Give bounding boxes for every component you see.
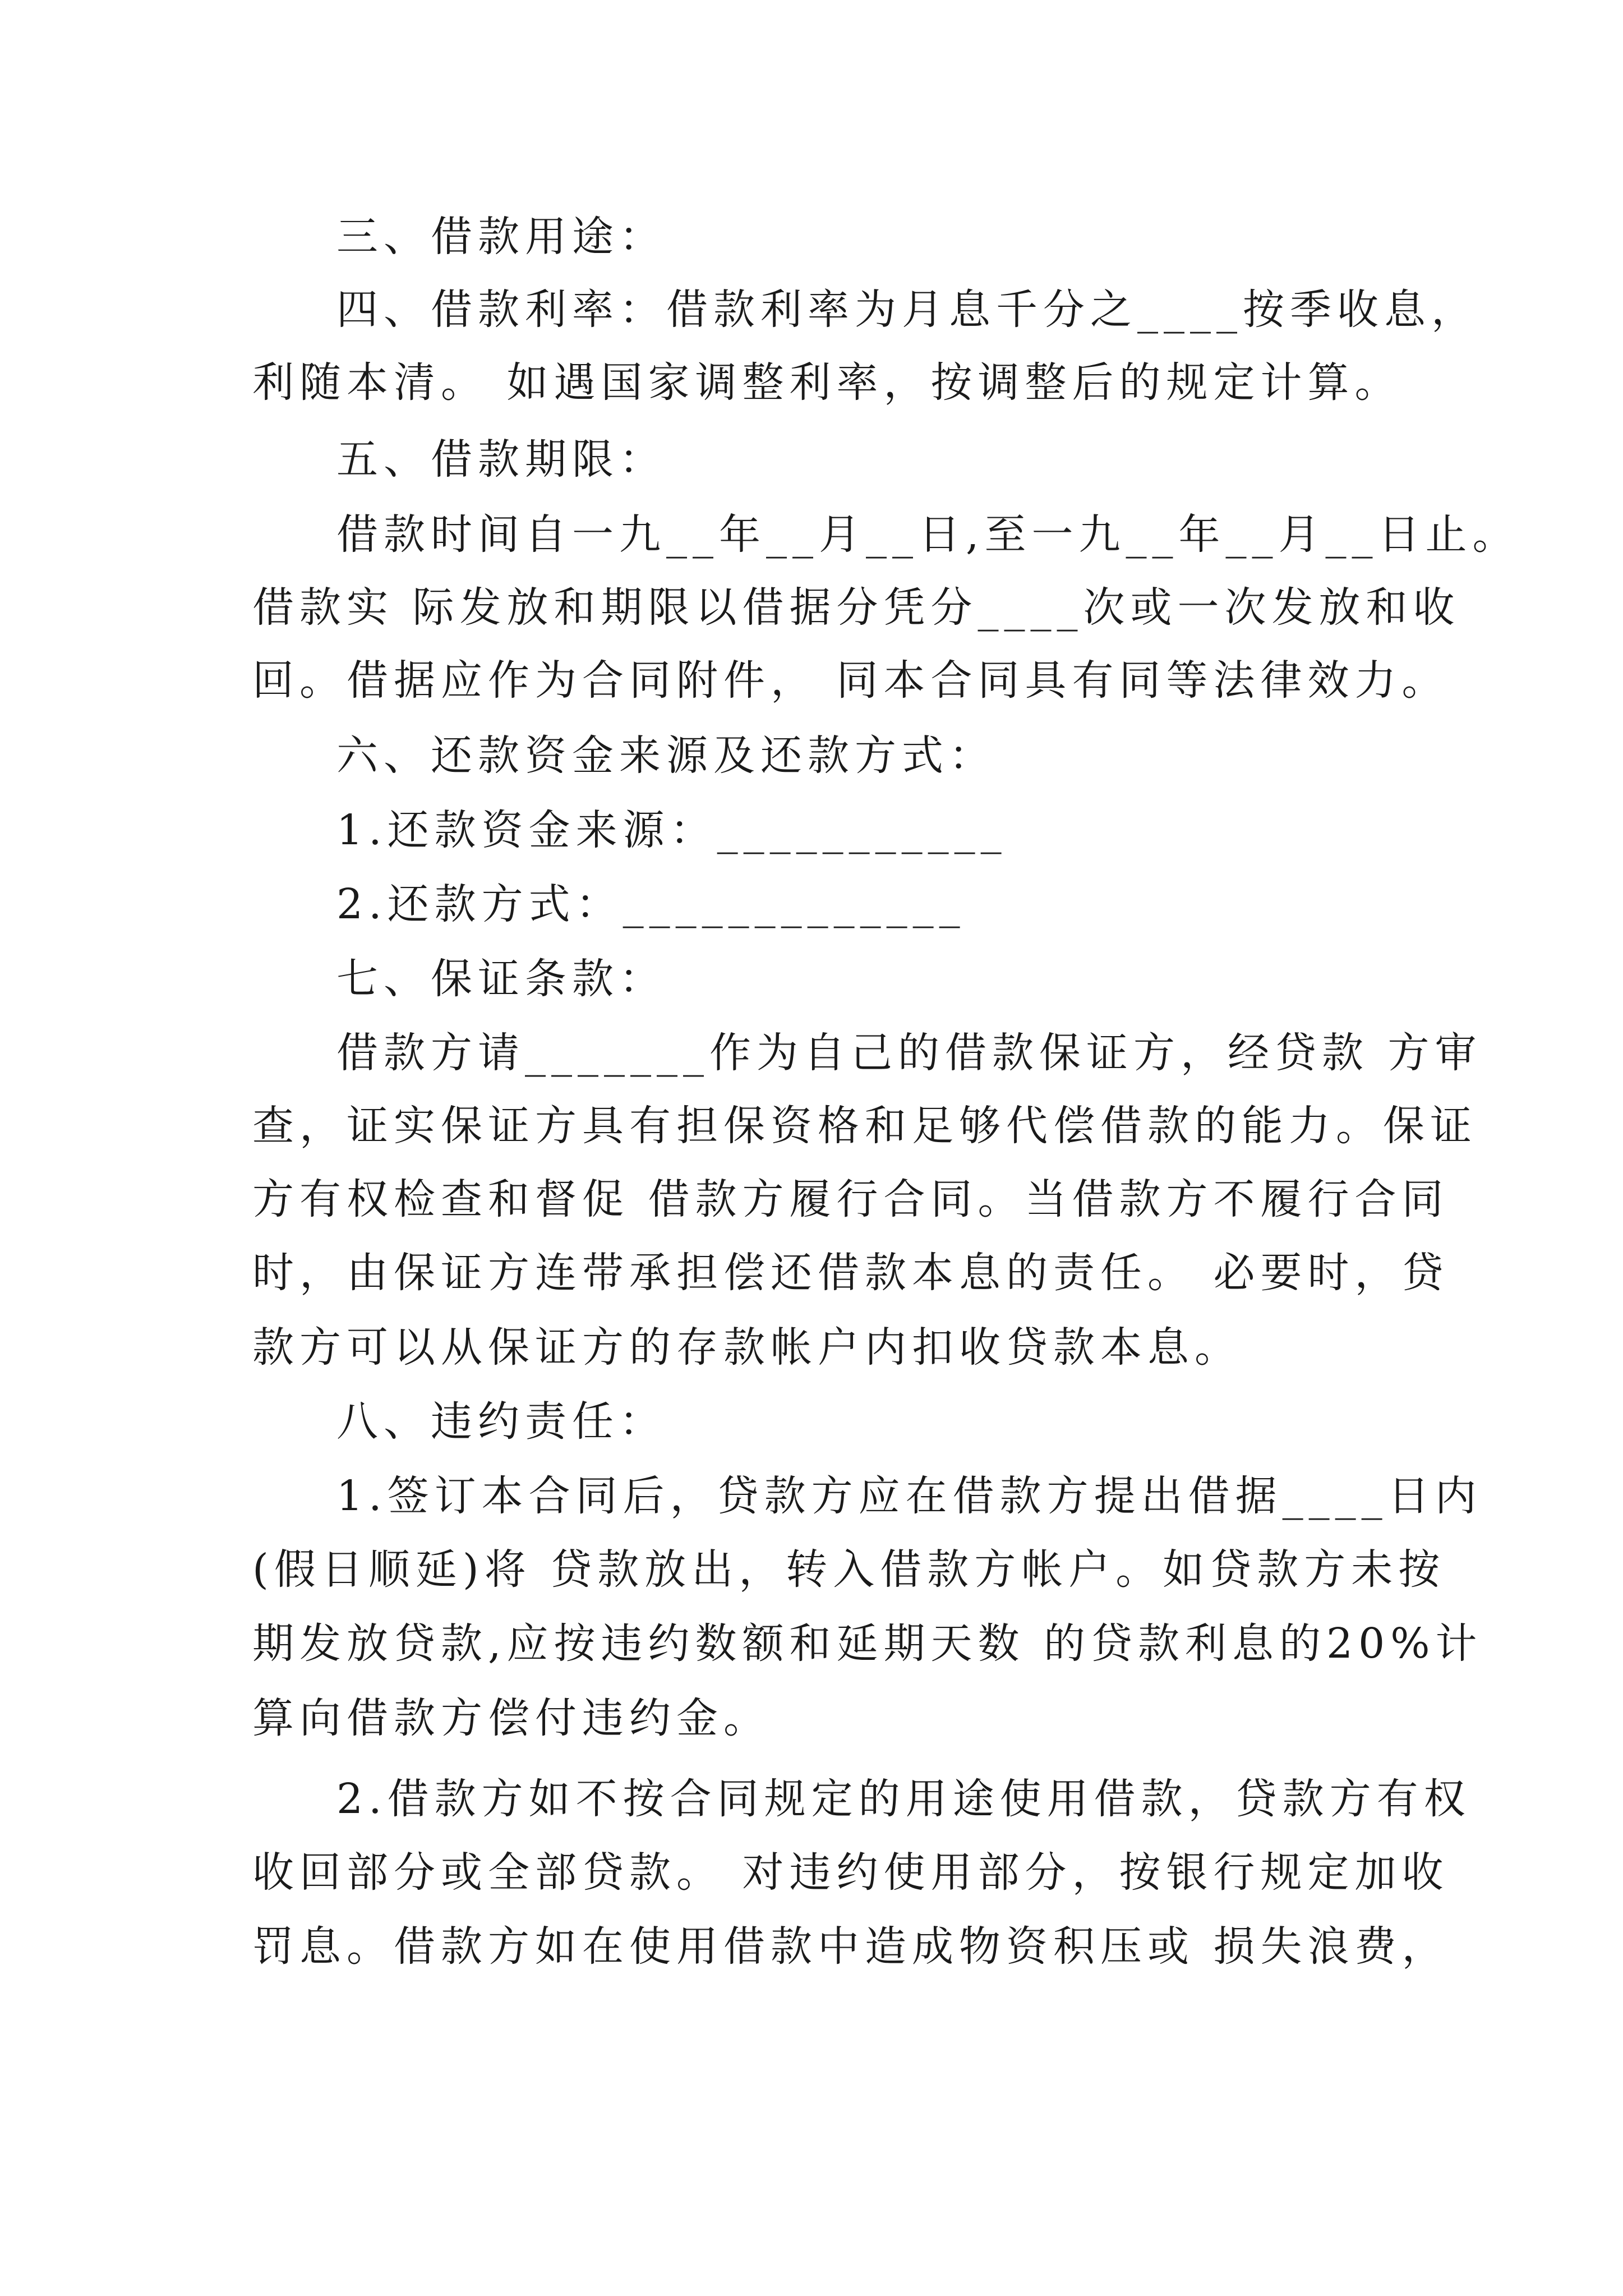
paragraph-line: (假日顺延)将 贷款放出，转入借款方帐户。如贷款方未按 bbox=[252, 1545, 1446, 1594]
paragraph-line: 查，证实保证方具有担保资格和足够代偿借款的能力。保证 bbox=[252, 1102, 1477, 1150]
paragraph-line: 四、借款利率：借款利率为月息千分之____按季收息， bbox=[336, 286, 1478, 334]
heading-repayment: 六、还款资金来源及还款方式： bbox=[336, 731, 996, 780]
paragraph-line: 利随本清。 如遇国家调整利率，按调整后的规定计算。 bbox=[252, 358, 1402, 407]
paragraph-line: 回。借据应作为合同附件， 同本合同具有同等法律效力。 bbox=[252, 656, 1449, 705]
paragraph-line: 方有权检查和督促 借款方履行合同。当借款方不履行合同 bbox=[252, 1175, 1449, 1223]
paragraph-line: 1.签订本合同后，贷款方应在借款方提出借据____日内 bbox=[336, 1472, 1482, 1520]
list-item-repay-method: 2.还款方式：_____________ bbox=[336, 880, 966, 928]
paragraph-line: 借款实 际发放和期限以借据分凭分____次或一次发放和收 bbox=[252, 583, 1460, 632]
paragraph-line: 借款方请_______作为自己的借款保证方，经贷款 方审 bbox=[336, 1029, 1482, 1077]
heading-loan-purpose: 三、借款用途： bbox=[336, 213, 666, 261]
paragraph-line: 时，由保证方连带承担偿还借款本息的责任。 必要时，贷 bbox=[252, 1249, 1449, 1297]
heading-loan-term: 五、借款期限： bbox=[336, 435, 666, 484]
heading-breach: 八、违约责任： bbox=[336, 1397, 666, 1446]
paragraph-line: 算向借款方偿付违约金。 bbox=[252, 1694, 771, 1742]
paragraph-line: 2.借款方如不按合同规定的用途使用借款，贷款方有权 bbox=[336, 1775, 1471, 1823]
paragraph-line: 收回部分或全部贷款。 对违约使用部分，按银行规定加收 bbox=[252, 1848, 1449, 1897]
list-item-fund-source: 1.还款资金来源：___________ bbox=[336, 806, 1007, 854]
paragraph-line: 期发放贷款,应按违约数额和延期天数 的贷款利息的20%计 bbox=[252, 1619, 1483, 1668]
paragraph-line: 款方可以从保证方的存款帐户内扣收贷款本息。 bbox=[252, 1323, 1242, 1372]
heading-guarantee: 七、保证条款： bbox=[336, 955, 666, 1003]
paragraph-line: 罚息。借款方如在使用借款中造成物资积压或 损失浪费， bbox=[252, 1922, 1449, 1971]
paragraph-line: 借款时间自一九__年__月__日,至一九__年__月__日止。 bbox=[336, 510, 1520, 559]
